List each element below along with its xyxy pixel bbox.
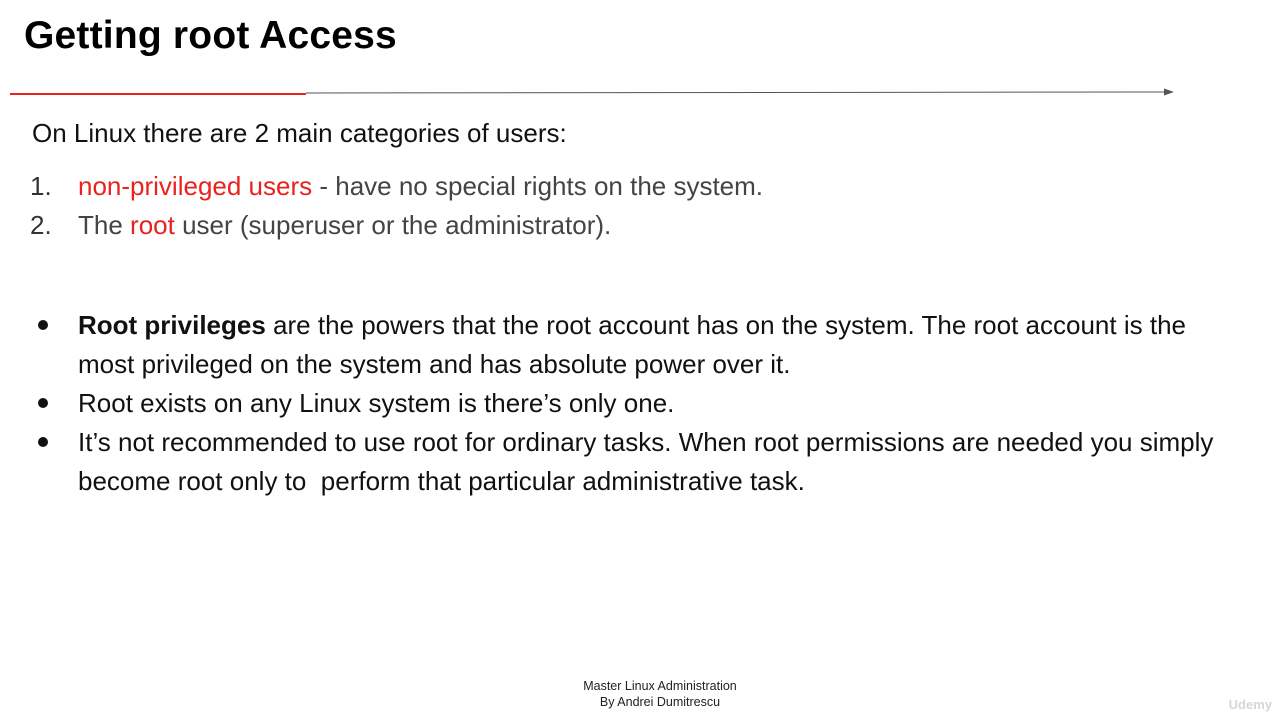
list-item [36, 306, 1216, 384]
slide-title: Getting root Access [24, 14, 397, 57]
bullet-text: Root exists on any Linux system is there’s only one. [78, 388, 675, 418]
title-divider-arrow [0, 80, 1280, 100]
bullet-text: are the powers that the root account has on the system. The root account is the most privileged on the system and has absolute power over it. [78, 310, 1186, 379]
footer-author: By Andrei Dumitrescu [599, 695, 721, 709]
bullet-dot-icon [38, 398, 48, 408]
udemy-watermark: Udemy [1228, 697, 1272, 712]
list-number: 1. [30, 171, 52, 201]
footer-course-title: Master Linux Administration [583, 679, 737, 693]
list-item-text: The [78, 210, 131, 240]
highlight-term: root [130, 210, 175, 240]
bullet-dot-icon [38, 437, 48, 447]
list-item-text: - have no special rights on the system. [312, 171, 764, 201]
bullet-text: It’s not recommended to use root for ordinary tasks. When root permissions are needed you simply become root only to perform that particular administrative task. [78, 427, 1221, 496]
list-item [36, 384, 1216, 423]
user-categories-list [30, 168, 763, 246]
list-item [30, 168, 763, 207]
slide-footer [520, 678, 800, 710]
list-item [36, 423, 1221, 501]
list-item-text: user (superuser or the administrator). [174, 210, 612, 240]
intro-text: On Linux there are 2 main categories of users: [32, 118, 567, 148]
highlight-term: non-privileged users [78, 171, 313, 201]
list-item [30, 207, 763, 246]
list-number: 2. [30, 210, 52, 240]
root-facts-list [36, 306, 1221, 501]
bold-term: Root privileges [78, 310, 266, 340]
bullet-dot-icon [38, 320, 48, 330]
